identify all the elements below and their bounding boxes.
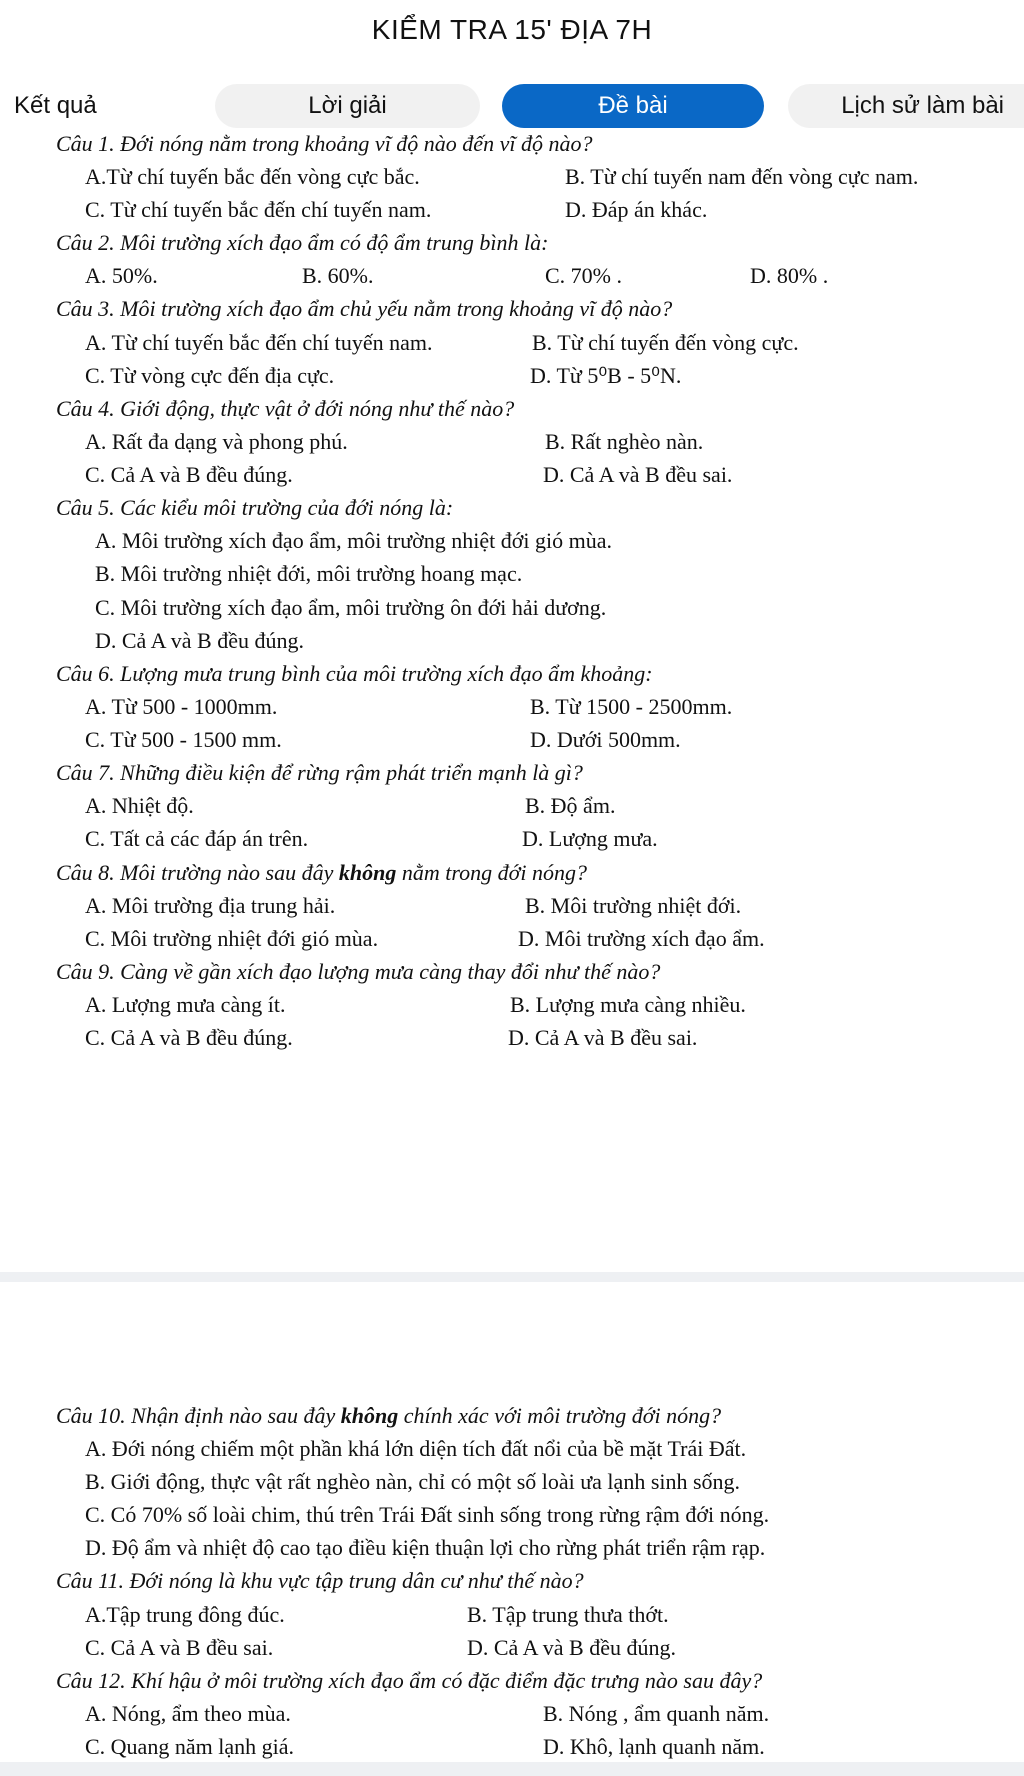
question-1: Câu 1. Đới nóng nằm trong khoảng vĩ độ nào đến vĩ độ nào? [56,131,593,156]
q9-option-c: C. Cả A và B đều đúng. [85,1025,293,1050]
page-title: KIỂM TRA 15' ĐỊA 7H [371,14,653,45]
question-10-emphasis: không [340,1403,399,1428]
q11-option-d: D. Cả A và B đều đúng. [467,1635,676,1660]
q1-option-c: C. Từ chí tuyến bắc đến chí tuyến nam. [85,197,432,222]
q3-option-a: A. Từ chí tuyến bắc đến chí tuyến nam. [85,330,433,355]
tab-bar [0,84,1024,128]
q2-option-c: C. 70% . [545,263,622,288]
tab-ket-qua[interactable]: Kết quả [0,84,180,128]
q12-option-c: C. Quang năm lạnh giá. [85,1734,294,1759]
question-8 [56,860,587,886]
q4-option-c: C. Cả A và B đều đúng. [85,462,293,487]
q3-option-b: B. Từ chí tuyến đến vòng cực. [532,330,799,355]
q9-option-b: B. Lượng mưa càng nhiều. [510,992,746,1017]
q11-option-b: B. Tập trung thưa thớt. [467,1602,669,1627]
q6-option-b: B. Từ 1500 - 2500mm. [530,694,733,719]
q5-option-b: B. Môi trường nhiệt đới, môi trường hoang mạc. [95,561,523,586]
q4-option-d: D. Cả A và B đều sai. [543,462,733,487]
question-8-text-start: Câu 8. Môi trường nào sau đây [56,860,339,885]
q4-option-a: A. Rất đa dạng và phong phú. [85,429,348,454]
q11-option-c: C. Cả A và B đều sai. [85,1635,274,1660]
tab-loi-giai[interactable]: Lời giải [215,84,480,128]
question-9: Câu 9. Càng về gần xích đạo lượng mưa càng thay đổi như thế nào? [56,959,661,984]
q2-option-d: D. 80% . [750,263,829,288]
q7-option-a: A. Nhiệt độ. [85,793,194,818]
question-8-text-end: nằm trong đới nóng? [396,860,587,885]
q5-option-a: A. Môi trường xích đạo ẩm, môi trường nhiệt đới gió mùa. [95,528,613,553]
q3-option-c: C. Từ vòng cực đến địa cực. [85,363,335,388]
q7-option-d: D. Lượng mưa. [522,826,658,851]
question-4: Câu 4. Giới động, thực vật ở đới nóng như thế nào? [56,396,515,421]
q4-option-b: B. Rất nghèo nàn. [545,429,704,454]
question-8-emphasis: không [338,860,397,885]
question-6: Câu 6. Lượng mưa trung bình của môi trường xích đạo ẩm khoảng: [56,661,653,686]
q6-option-c: C. Từ 500 - 1500 mm. [85,727,282,752]
tab-lich-su-lam-bai[interactable]: Lịch sử làm bài [788,84,1024,128]
q1-option-b: B. Từ chí tuyến nam đến vòng cực nam. [565,164,919,189]
question-12: Câu 12. Khí hậu ở môi trường xích đạo ẩm có đặc điểm đặc trưng nào sau đây? [56,1668,763,1693]
q10-option-a: A. Đới nóng chiếm một phần khá lớn diện tích đất nổi của bề mặt Trái Đất. [85,1436,747,1461]
q2-option-b: B. 60%. [302,263,374,288]
q5-option-d: D. Cả A và B đều đúng. [95,628,304,653]
q12-option-a: A. Nóng, ẩm theo mùa. [85,1701,291,1726]
q10-option-b: B. Giới động, thực vật rất nghèo nàn, chỉ có một số loài ưa lạnh sinh sống. [85,1469,741,1494]
question-3: Câu 3. Môi trường xích đạo ẩm chủ yếu nằm trong khoảng vĩ độ nào? [56,296,673,321]
question-7: Câu 7. Những điều kiện để rừng rậm phát triển mạnh là gì? [56,760,583,785]
q12-option-d: D. Khô, lạnh quanh năm. [543,1734,765,1759]
q6-option-a: A. Từ 500 - 1000mm. [85,694,278,719]
q8-option-a: A. Môi trường địa trung hải. [85,893,336,918]
bottom-bar [0,1762,1024,1776]
tab-de-bai-active[interactable]: Đề bài [502,84,764,128]
question-10 [56,1403,721,1429]
q7-option-c: C. Tất cả các đáp án trên. [85,826,309,851]
question-11: Câu 11. Đới nóng là khu vực tập trung dân cư như thế nào? [56,1568,584,1593]
q2-option-a: A. 50%. [85,263,158,288]
q9-option-a: A. Lượng mưa càng ít. [85,992,286,1017]
q5-option-c: C. Môi trường xích đạo ẩm, môi trường ôn đới hải dương. [95,595,607,620]
q3-option-d: D. Từ 5⁰B - 5⁰N. [530,363,682,388]
q1-option-a: A.Từ chí tuyến bắc đến vòng cực bắc. [85,164,420,189]
q9-option-d: D. Cả A và B đều sai. [508,1025,698,1050]
question-10-text-end: chính xác với môi trường đới nóng? [398,1403,722,1428]
q8-option-c: C. Môi trường nhiệt đới gió mùa. [85,926,379,951]
q7-option-b: B. Độ ẩm. [525,793,616,818]
q8-option-b: B. Môi trường nhiệt đới. [525,893,742,918]
q8-option-d: D. Môi trường xích đạo ẩm. [518,926,765,951]
q10-option-c: C. Có 70% số loài chim, thú trên Trái Đất sinh sống trong rừng rậm đới nóng. [85,1502,770,1527]
question-2: Câu 2. Môi trường xích đạo ẩm có độ ẩm trung bình là: [56,230,549,255]
question-5: Câu 5. Các kiểu môi trường của đới nóng là: [56,495,454,520]
q1-option-d: D. Đáp án khác. [565,197,708,222]
question-10-text-start: Câu 10. Nhận định nào sau đây [56,1403,341,1428]
q6-option-d: D. Dưới 500mm. [530,727,681,752]
q12-option-b: B. Nóng , ẩm quanh năm. [543,1701,770,1726]
q10-option-d: D. Độ ẩm và nhiệt độ cao tạo điều kiện thuận lợi cho rừng phát triển rậm rạp. [85,1535,766,1560]
page-separator [0,1272,1024,1282]
q11-option-a: A.Tập trung đông đúc. [85,1602,285,1627]
